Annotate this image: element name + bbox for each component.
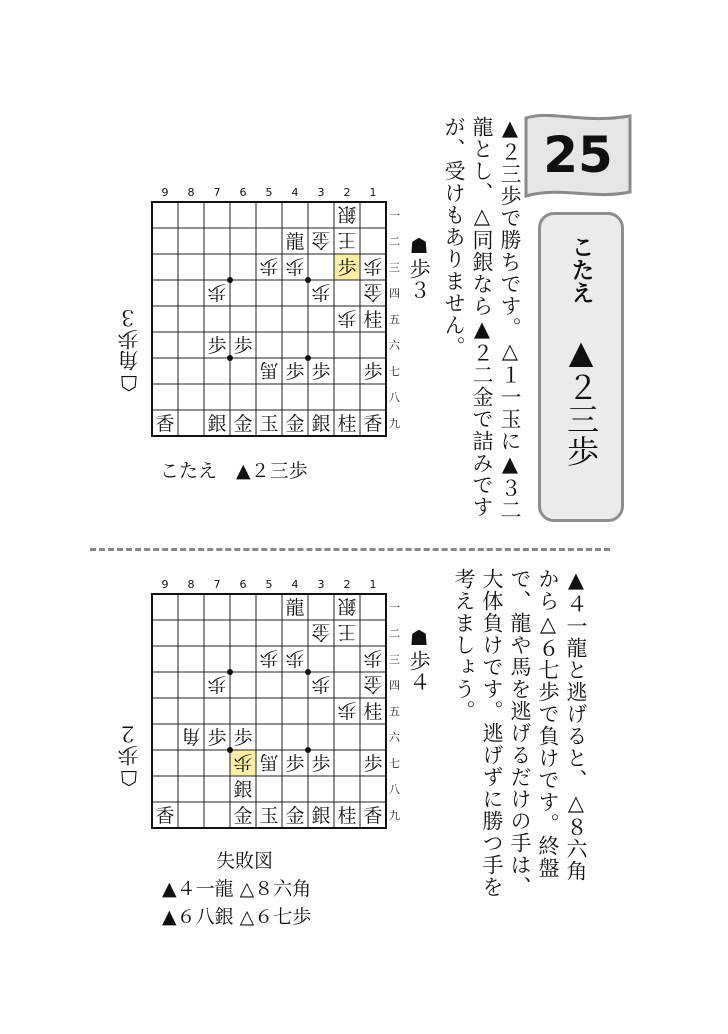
rank-label: 四 <box>389 679 400 692</box>
star-point <box>227 747 233 753</box>
sente-piece: 金 <box>233 805 253 827</box>
gote-piece: 金 <box>363 281 383 303</box>
sente-piece: 歩 <box>233 335 253 357</box>
sente-piece: 歩 <box>285 361 305 383</box>
sente-piece: 香 <box>155 413 175 435</box>
gote-piece: 歩 <box>311 673 331 695</box>
failure-board <box>136 574 406 844</box>
sente-piece: 玉 <box>259 413 279 435</box>
gote-piece: 歩 <box>233 751 253 773</box>
rank-label: 一 <box>389 209 400 222</box>
sente-piece: 桂 <box>337 413 357 435</box>
file-label: 4 <box>291 578 299 591</box>
sente-hand: ☗歩４ <box>407 626 431 692</box>
file-label: 8 <box>187 578 195 591</box>
gote-piece: 金 <box>363 673 383 695</box>
sente-piece: 玉 <box>259 805 279 827</box>
answer-box <box>538 212 624 522</box>
sente-piece: 歩 <box>207 335 227 357</box>
file-label: 7 <box>213 186 221 199</box>
rank-label: 三 <box>389 261 400 274</box>
file-label: 8 <box>187 186 195 199</box>
rank-label: 五 <box>389 313 400 326</box>
rank-label: 四 <box>389 287 400 300</box>
sente-piece: 歩 <box>311 361 331 383</box>
file-label: 7 <box>213 578 221 591</box>
sente-piece: 香 <box>363 413 383 435</box>
star-point <box>305 277 311 283</box>
sente-piece: 銀 <box>207 413 227 435</box>
file-label: 1 <box>369 578 377 591</box>
answer-explanation: ▲２三歩で勝ちです。△１一玉に▲３二龍とし、△同銀なら▲２二金で詰みですが、受けもありません。 <box>442 116 522 521</box>
sente-piece: 龍 <box>285 597 305 619</box>
sente-piece: 桂 <box>363 309 383 331</box>
sente-piece: 歩 <box>363 753 383 775</box>
rank-label: 三 <box>389 653 400 666</box>
rank-label: 九 <box>389 809 400 822</box>
gote-piece: 金 <box>311 229 331 251</box>
sente-piece: 歩 <box>337 257 357 279</box>
rank-label: 九 <box>389 417 400 430</box>
rank-label: 六 <box>389 339 400 352</box>
gote-piece: 角 <box>181 725 201 747</box>
sente-piece: 銀 <box>311 805 331 827</box>
gote-piece: 王 <box>337 621 357 643</box>
file-label: 9 <box>161 186 169 199</box>
sente-piece: 龍 <box>285 231 305 253</box>
gote-piece: 馬 <box>259 359 279 381</box>
failure-moves-line-2: ▲６八銀 △６七歩 <box>162 906 312 928</box>
star-point <box>227 669 233 675</box>
gote-piece: 歩 <box>259 255 279 277</box>
sente-piece: 銀 <box>311 413 331 435</box>
problem-number-badge <box>522 114 634 200</box>
file-label: 9 <box>161 578 169 591</box>
gote-piece: 歩 <box>207 281 227 303</box>
star-point <box>227 355 233 361</box>
gote-piece: 歩 <box>337 307 357 329</box>
star-point <box>305 747 311 753</box>
sente-piece: 金 <box>285 805 305 827</box>
sente-piece: 金 <box>233 413 253 435</box>
section-divider <box>90 548 610 551</box>
gote-piece: 歩 <box>363 255 383 277</box>
file-label: 3 <box>317 186 325 199</box>
gote-piece: 歩 <box>337 699 357 721</box>
gote-piece: 歩 <box>311 281 331 303</box>
gote-piece: 馬 <box>259 751 279 773</box>
sente-piece: 香 <box>155 805 175 827</box>
answer-board-caption: こたえ ▲２三歩 <box>160 460 308 482</box>
gote-piece: 歩 <box>285 647 305 669</box>
gote-piece: 歩 <box>285 255 305 277</box>
gote-piece: 歩 <box>363 647 383 669</box>
gote-piece: 銀 <box>337 595 357 617</box>
star-point <box>227 277 233 283</box>
sente-piece: 金 <box>285 413 305 435</box>
gote-piece: 銀 <box>337 203 357 225</box>
gote-hand: ☖歩２ <box>117 724 141 790</box>
rank-label: 八 <box>389 391 400 404</box>
gote-hand: ☖角歩３ <box>117 308 141 395</box>
sente-piece: 桂 <box>337 805 357 827</box>
problem-number: 25 <box>543 126 613 184</box>
rank-label: 八 <box>389 783 400 796</box>
gote-piece: 王 <box>337 229 357 251</box>
gote-piece: 歩 <box>259 647 279 669</box>
sente-piece: 歩 <box>285 753 305 775</box>
answer-move: ▲２三歩 <box>562 333 600 467</box>
rank-label: 六 <box>389 731 400 744</box>
star-point <box>305 355 311 361</box>
file-label: 5 <box>265 578 273 591</box>
rank-label: 五 <box>389 705 400 718</box>
file-label: 5 <box>265 186 273 199</box>
sente-hand: ☗歩３ <box>407 234 431 300</box>
answer-title: こたえ <box>567 235 594 304</box>
sente-piece: 歩 <box>311 753 331 775</box>
rank-label: 二 <box>389 235 400 248</box>
answer-board <box>136 182 406 452</box>
file-label: 6 <box>239 578 247 591</box>
star-point <box>305 669 311 675</box>
sente-piece: 桂 <box>363 701 383 723</box>
rank-label: 七 <box>389 757 400 770</box>
sente-piece: 歩 <box>233 727 253 749</box>
failure-board-title: 失敗図 <box>216 850 274 872</box>
failure-moves-line-1: ▲４一龍 △８六角 <box>162 878 312 900</box>
gote-piece: 金 <box>311 621 331 643</box>
rank-label: 一 <box>389 601 400 614</box>
hint-text: ▲４一龍と逃げると、△８六角から△６七歩で負けです。終盤で、龍や馬を逃げるだけの手は、大体負けです。逃げずに勝つ手を考えましょう。 <box>452 568 588 898</box>
sente-piece: 歩 <box>363 361 383 383</box>
sente-piece: 銀 <box>233 779 253 801</box>
file-label: 2 <box>343 186 351 199</box>
file-label: 3 <box>317 578 325 591</box>
rank-label: 二 <box>389 627 400 640</box>
rank-label: 七 <box>389 365 400 378</box>
sente-piece: 香 <box>363 805 383 827</box>
file-label: 1 <box>369 186 377 199</box>
gote-piece: 歩 <box>207 673 227 695</box>
file-label: 2 <box>343 578 351 591</box>
file-label: 6 <box>239 186 247 199</box>
sente-piece: 歩 <box>207 727 227 749</box>
file-label: 4 <box>291 186 299 199</box>
